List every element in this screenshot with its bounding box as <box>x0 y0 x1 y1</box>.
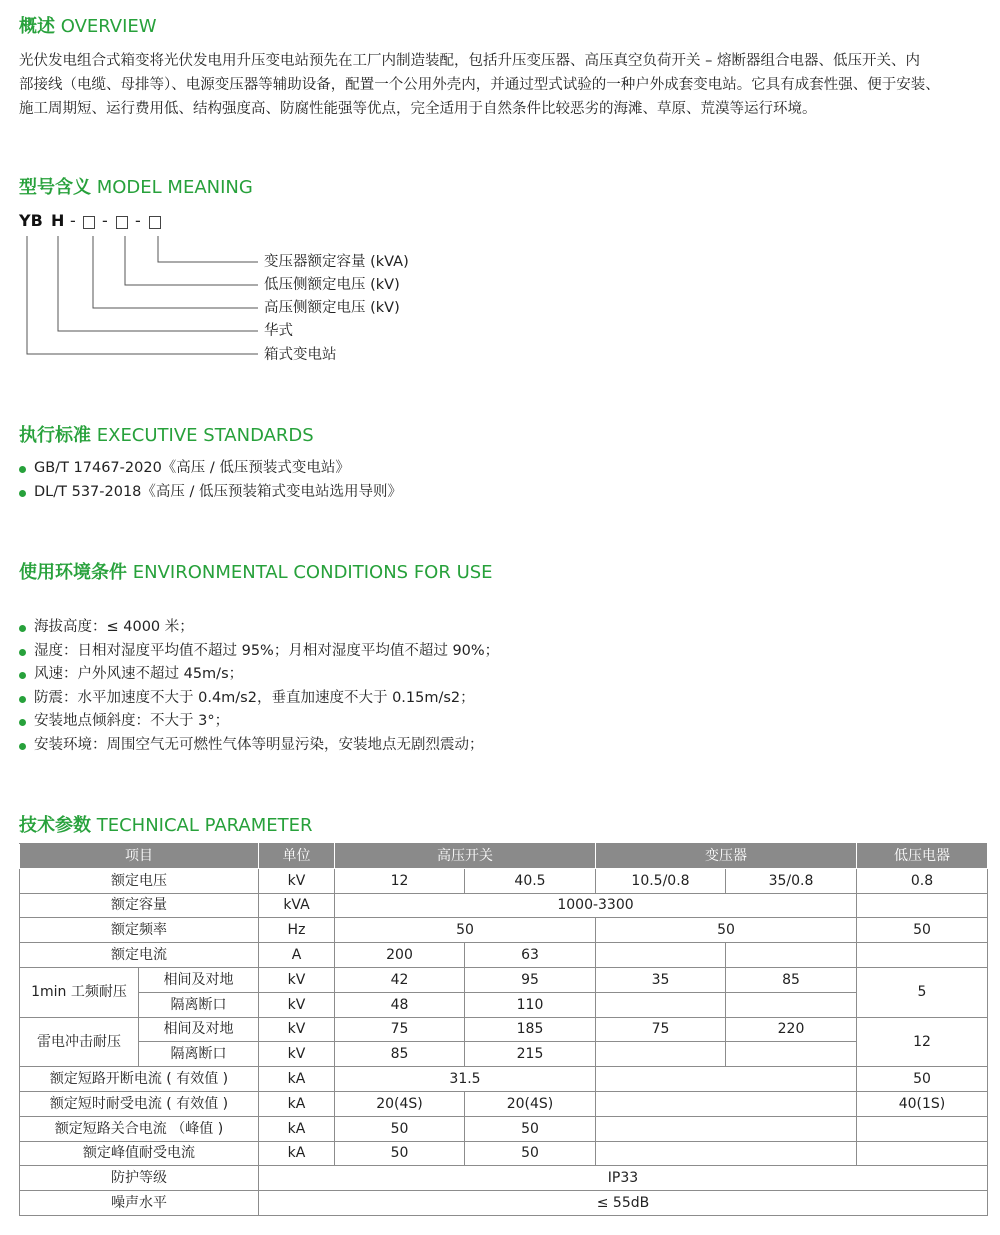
environment-title-zh: 使用环境条件 <box>19 562 127 583</box>
model-label-station: 箱式变电站 <box>264 347 337 363</box>
standards-title <box>19 424 314 448</box>
leader-line-lv <box>125 236 258 285</box>
environment-title <box>19 561 493 585</box>
bullet-icon <box>19 743 26 750</box>
model-label-hv-voltage: 高压侧额定电压 (kV) <box>264 300 400 316</box>
table-row: 额定短路关合电流 （峰值 ) kA 50 50 <box>20 1116 988 1141</box>
table-row: 防护等级 IP33 <box>20 1166 988 1191</box>
list-item: 海拔高度：≤ 4000 米； <box>19 616 499 640</box>
table-row: 雷电冲击耐压 相间及对地 kV 75 185 75 220 12 <box>20 1017 988 1042</box>
overview-line: 光伏发电组合式箱变将光伏发电用升压变电站预先在工厂内制造装配，包括升压变压器、高压真空负荷开关 – 熔断器组合电器、低压开关、内 <box>19 53 920 69</box>
model-leader-lines <box>0 228 270 358</box>
technical-title-en: TECHNICAL PARAMETER <box>96 815 313 836</box>
header-hv-switch: 高压开关 <box>335 844 596 869</box>
model-label-lv-voltage: 低压侧额定电压 (kV) <box>264 277 400 293</box>
bullet-icon <box>19 490 26 497</box>
overview-line: 施工周期短、运行费用低、结构强度高、防腐性能强等优点，完全适用于自然条件比较恶劣的海滩、草原、荒漠等运行环境。 <box>19 101 817 117</box>
table-row: 额定电流 A 200 63 <box>20 943 988 968</box>
table-row: 隔离断口 kV 85 215 <box>20 1042 988 1067</box>
list-item: GB/T 17467-2020《高压 / 低压预装式变电站》 <box>19 457 402 481</box>
overview-title-en: OVERVIEW <box>60 16 157 37</box>
overview-line: 部接线（电缆、母排等）、电源变压器等辅助设备，配置一个公用外壳内，并通过型式试验的一种户外成套变电站。它具有成套性强、便于安装、 <box>19 77 940 93</box>
header-lv-apparatus: 低压电器 <box>857 844 988 869</box>
model-title-en: MODEL MEANING <box>96 177 253 198</box>
table-row: 噪声水平 ≤ 55dB <box>20 1191 988 1216</box>
list-item: DL/T 537-2018《高压 / 低压预装箱式变电站选用导则》 <box>19 481 402 505</box>
standards-title-en: EXECUTIVE STANDARDS <box>96 425 314 446</box>
list-item: 安装环境：周围空气无可燃性气体等明显污染，安装地点无剧烈震动； <box>19 734 499 758</box>
environment-title-en: ENVIRONMENTAL CONDITIONS FOR USE <box>132 562 493 583</box>
bullet-icon <box>19 672 26 679</box>
table-row: 额定频率 Hz 50 50 50 <box>20 918 988 943</box>
bullet-icon <box>19 696 26 703</box>
overview-title <box>19 15 157 39</box>
list-item: 防震：水平加速度不大于 0.4m/s2，垂直加速度不大于 0.15m/s2； <box>19 687 499 711</box>
leader-line-station <box>27 236 258 354</box>
model-code-dash: - <box>135 211 141 230</box>
table-row: 1min 工频耐压 相间及对地 kV 42 95 35 85 5 <box>20 967 988 992</box>
standards-title-zh: 执行标准 <box>19 425 91 446</box>
standards-list <box>19 457 402 504</box>
table-row: 额定容量 kVA 1000-3300 <box>20 893 988 918</box>
table-row: 额定峰值耐受电流 kA 50 50 <box>20 1141 988 1166</box>
bullet-icon <box>19 466 26 473</box>
header-item: 项目 <box>20 844 259 869</box>
leader-line-capacity <box>158 236 258 262</box>
model-code-yb: YB <box>19 211 43 230</box>
technical-parameter-table <box>19 843 988 1216</box>
table-row: 隔离断口 kV 48 110 <box>20 992 988 1017</box>
model-code-dash: - <box>102 211 108 230</box>
table-row: 额定短时耐受电流 ( 有效值 ) kA 20(4S) 20(4S) 40(1S) <box>20 1091 988 1116</box>
header-transformer: 变压器 <box>596 844 857 869</box>
environment-list <box>19 616 499 757</box>
table-header-row <box>20 844 988 869</box>
model-code-dash: - <box>70 211 76 230</box>
technical-title <box>19 814 313 838</box>
model-title <box>19 176 253 200</box>
list-item: 风速：户外风速不超过 45m/s； <box>19 663 499 687</box>
model-title-zh: 型号含义 <box>19 177 91 198</box>
overview-title-zh: 概述 <box>19 16 55 37</box>
technical-title-zh: 技术参数 <box>19 815 91 836</box>
leader-line-hv <box>93 236 258 308</box>
bullet-icon <box>19 625 26 632</box>
bullet-icon <box>19 719 26 726</box>
table-row: 额定电压 kV 12 40.5 10.5/0.8 35/0.8 0.8 <box>20 868 988 893</box>
list-item: 安装地点倾斜度：不大于 3°； <box>19 710 499 734</box>
overview-text <box>19 49 989 121</box>
model-label-type: 华式 <box>264 323 293 339</box>
model-label-capacity: 变压器额定容量 (kVA) <box>264 254 409 270</box>
bullet-icon <box>19 649 26 656</box>
model-code-h: H <box>51 211 65 230</box>
table-row: 额定短路开断电流 ( 有效值 ) kA 31.5 50 <box>20 1067 988 1092</box>
list-item: 湿度：日相对湿度平均值不超过 95%；月相对湿度平均值不超过 90%； <box>19 640 499 664</box>
header-unit: 单位 <box>259 844 335 869</box>
